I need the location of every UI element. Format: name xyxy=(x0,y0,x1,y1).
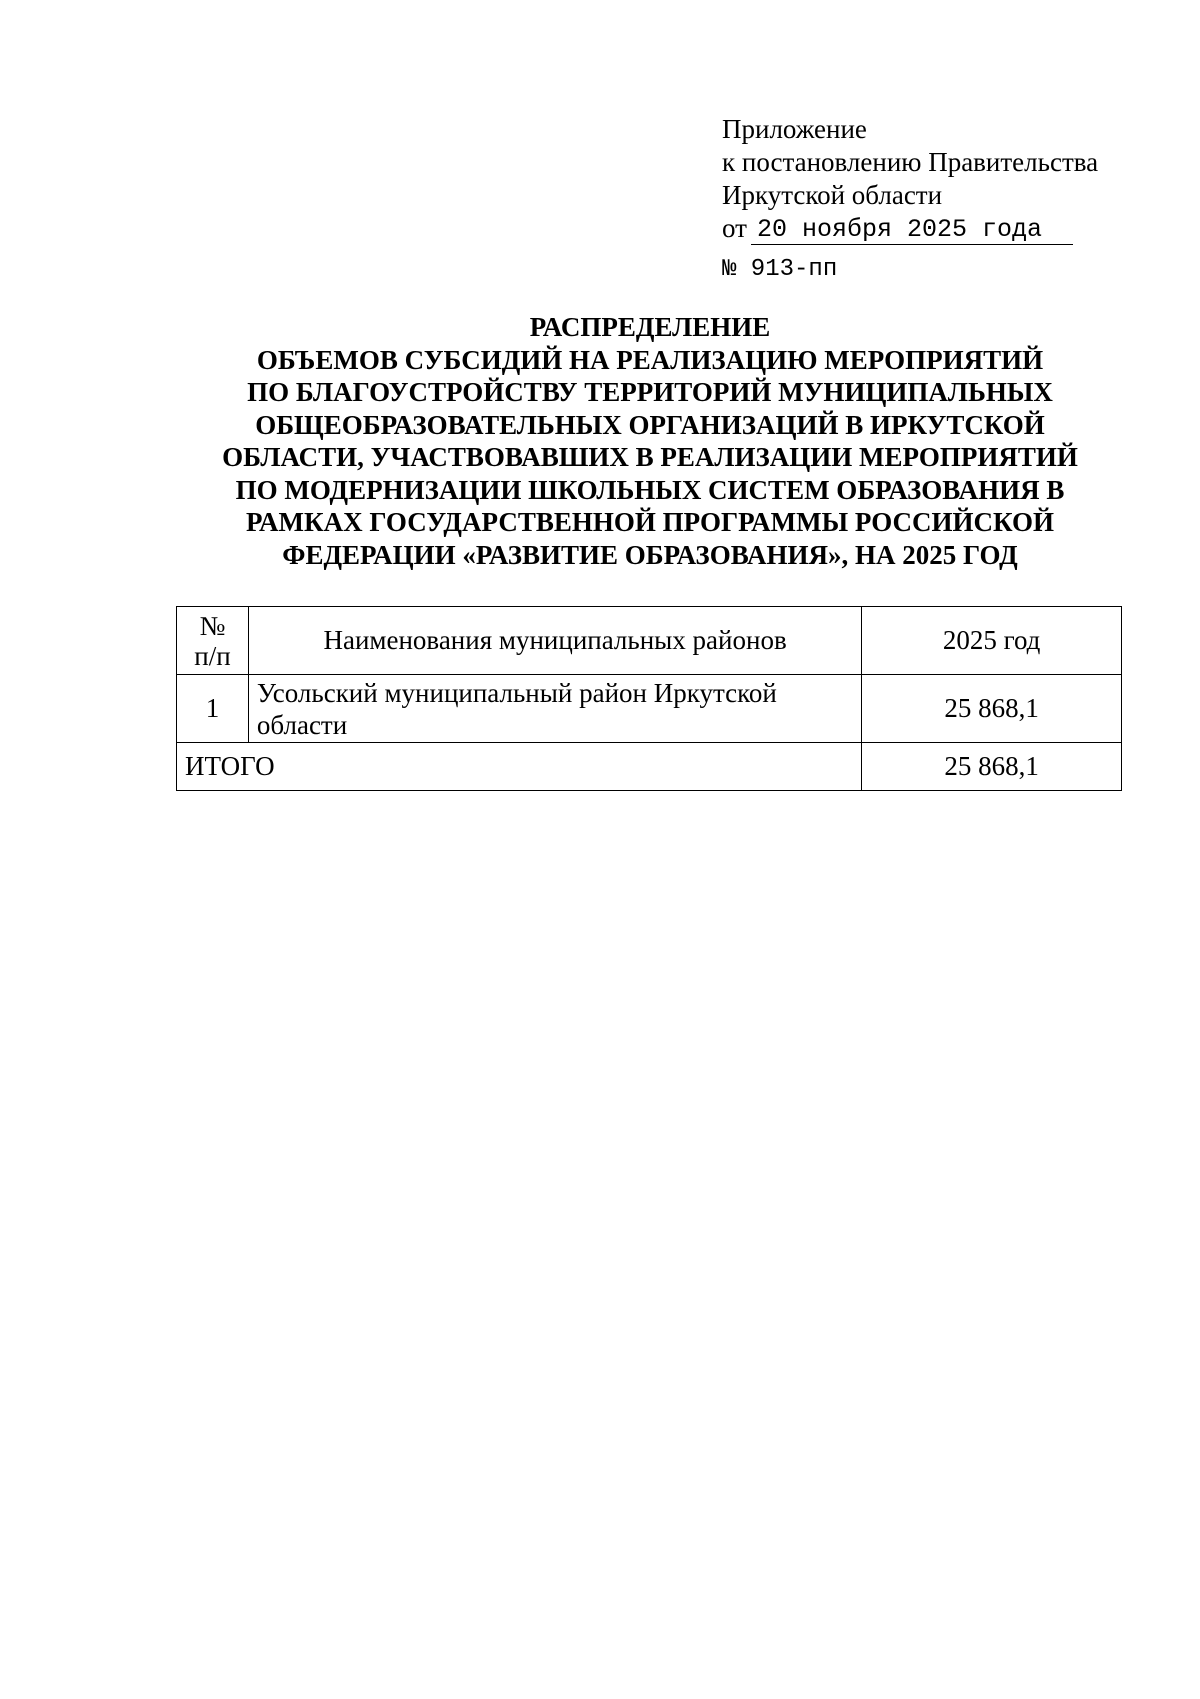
appendix-date-row xyxy=(722,212,1098,245)
document-title xyxy=(170,311,1130,571)
appendix-region: Иркутской области xyxy=(722,180,943,210)
appendix-date-value: 20 ноября 2025 года xyxy=(751,216,1073,245)
total-label-cell: ИТОГО xyxy=(177,743,862,791)
row-name-cell xyxy=(248,675,861,743)
table-header-row xyxy=(177,607,1122,675)
table-row xyxy=(177,675,1122,743)
title-line: ПО МОДЕРНИЗАЦИИ ШКОЛЬНЫХ СИСТЕМ ОБРАЗОВАНИЯ В xyxy=(235,474,1065,505)
appendix-label: Приложение xyxy=(722,114,867,144)
header-num-line2: п/п xyxy=(194,640,231,671)
row-num-cell: 1 xyxy=(177,675,249,743)
title-line: ПО БЛАГОУСТРОЙСТВУ ТЕРРИТОРИЙ МУНИЦИПАЛЬНЫХ xyxy=(247,377,1053,407)
table-total-row xyxy=(177,743,1122,791)
row-name-line1: Усольский муниципальный район Иркутской xyxy=(256,677,777,708)
header-year-cell: 2025 год xyxy=(862,607,1122,675)
total-value-cell: 25 868,1 xyxy=(862,743,1122,791)
subsidy-table xyxy=(176,606,1122,791)
header-num-cell xyxy=(177,607,249,675)
title-line: ОБЛАСТИ, УЧАСТВОВАВШИХ В РЕАЛИЗАЦИИ МЕРОПРИЯТИЙ xyxy=(222,442,1078,472)
appendix-number: № 913-пп xyxy=(722,256,838,283)
header-name-cell: Наименования муниципальных районов xyxy=(248,607,861,675)
appendix-block xyxy=(722,113,1098,285)
header-num-line1: № xyxy=(199,610,226,641)
row-name-line2: области xyxy=(256,709,348,740)
appendix-resolution: к постановлению Правительства xyxy=(722,147,1099,177)
title-line: ОБЩЕОБРАЗОВАТЕЛЬНЫХ ОРГАНИЗАЦИЙ В ИРКУТСКОЙ xyxy=(255,409,1045,440)
appendix-date-prefix: от xyxy=(722,213,747,243)
title-line: РАМКАХ ГОСУДАРСТВЕННОЙ ПРОГРАММЫ РОССИЙСКОЙ xyxy=(246,507,1054,537)
title-line: РАСПРЕДЕЛЕНИЕ xyxy=(529,312,771,342)
title-line: ОБЪЕМОВ СУБСИДИЙ НА РЕАЛИЗАЦИЮ МЕРОПРИЯТИЙ xyxy=(256,344,1044,375)
title-line: ФЕДЕРАЦИИ «РАЗВИТИЕ ОБРАЗОВАНИЯ», НА 2025 ГОД xyxy=(282,539,1018,570)
row-value-cell: 25 868,1 xyxy=(862,675,1122,743)
